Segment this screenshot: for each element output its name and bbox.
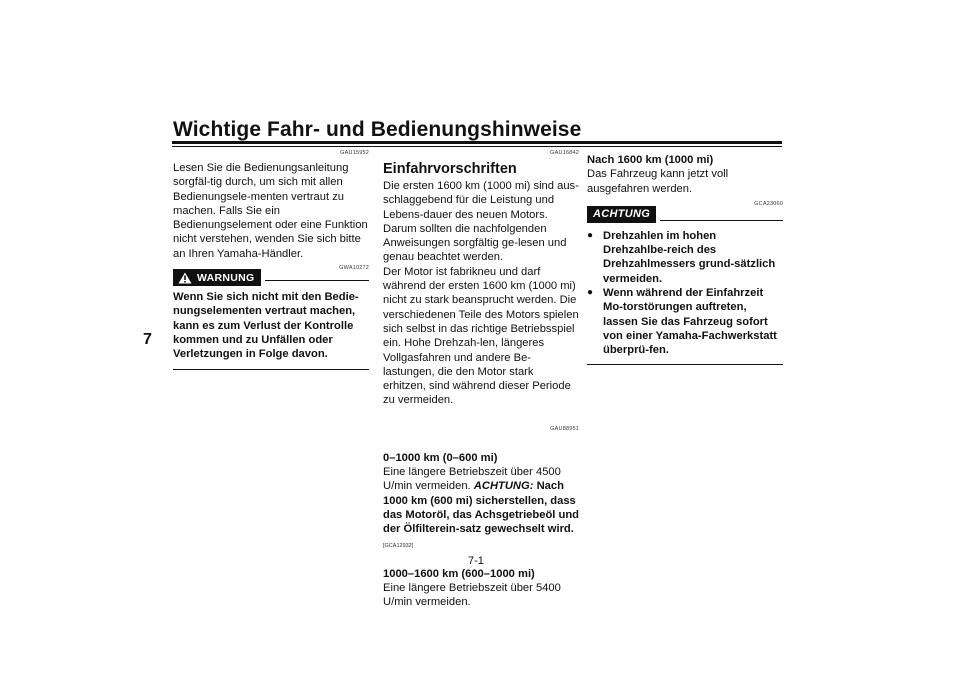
range2-text: Eine längere Betriebszeit über 5400 U/min vermeiden. [383,582,561,609]
chapter-number: 7 [143,331,152,348]
notice-bullet-item [587,229,783,286]
range1-notice-label: ACHTUNG: [473,480,534,493]
notice-header [587,206,783,223]
notice-bullet-text: Drehzahlen im hohen Drehzahlbe-reich des Drehzahlmessers grund-sätzlich vermeiden. [603,229,776,285]
warning-badge [173,269,261,286]
break-in-paragraph-1: Die ersten 1600 km (1000 mi) sind aus-schlaggebend für die Leistung und Lebens-dauer des neuen Motors. Darum sollten die nachfolgenden Anweisungen sorgfältig ge-lesen und genau beachtet werden. [383,180,579,264]
warning-text: Wenn Sie sich nicht mit den Bedie-nungselementen vertraut machen, kann es zum Verlust der Kontrolle kommen und zu Unfällen oder Verletzungen in Folge davon. [173,291,359,361]
range1-notice-text: Nach 1000 km (600 mi) sicherstellen, dass das Motoröl, das Achsgetriebeöl und der Ölfilterein-satz gewechselt wird. [383,480,580,536]
section-heading: Einfahrvorschriften [383,161,517,177]
header-rule-thin [172,146,782,147]
warning-label: WARNUNG [197,271,255,284]
column-1 [173,150,369,370]
notice-bullet-text: Wenn während der Einfahrzeit Mo-torstörungen auftreten, lassen Sie das Fahrzeug sofort von einer Yamaha-Fachwerkstatt überprü-fen. [603,287,777,357]
subsection-code: GAU88951 [550,425,579,432]
chapter-tab [136,153,159,376]
section-code: GAU16842 [550,150,579,156]
bullet-dot-icon: ● [587,287,594,299]
notice-code: GCA23060 [754,200,783,207]
notice-end-rule [587,364,783,365]
column-2 [383,150,579,610]
range1-heading: 0–1000 km (0–600 mi) [383,451,498,464]
notice-badge: ACHTUNG [587,206,656,223]
notice-bullet-item [587,286,783,357]
range1-text: Eine längere Betriebszeit über 4500 U/min vermeiden. [383,466,561,493]
bullet-dot-icon: ● [587,229,594,241]
break-in-paragraph-2: Der Motor ist fabrikneu und darf während der ersten 1600 km (1000 mi) nicht zu stark beansprucht werden. Die verschiedenen Teile des Motors spielen sich selbst in das richtige Betriebsspiel ein. Hohe Drehzah-len, längeres Vollgasfahren und andere Be-lastungen, die den Motor stark erhitzen, sind während dieser Periode zu vermeiden. [383,265,579,407]
warning-code: GWA10272 [339,265,369,272]
page-number: 7-1 [468,555,484,567]
warning-rule [265,280,369,281]
after-break-in-text: Das Fahrzeug kann jetzt voll ausgefahren werden. [587,168,729,195]
column-3 [587,153,783,365]
range2-heading: 1000–1600 km (600–1000 mi) [383,567,535,580]
warning-triangle-icon [178,272,192,284]
range1-code: [GCA12932] [383,542,414,549]
range1-paragraph [383,465,579,553]
warning-end-rule [173,369,369,370]
header-rule-thick [172,141,782,144]
after-break-in-heading: Nach 1600 km (1000 mi) [587,154,714,166]
page-title: Wichtige Fahr- und Bedienungshinweise [173,118,582,141]
warning-header [173,269,369,286]
section-code: GAU15952 [340,150,369,156]
notice-rule [660,220,783,221]
intro-paragraph: Lesen Sie die Bedienungsanleitung sorgfäl-tig durch, um sich mit allen Bedienungsele-menten vertraut zu machen. Falls Sie ein Bedienungselement oder eine Funktion nicht verstehen, wenden Sie sich bitte an Ihren Yamaha-Händler. [173,162,368,260]
